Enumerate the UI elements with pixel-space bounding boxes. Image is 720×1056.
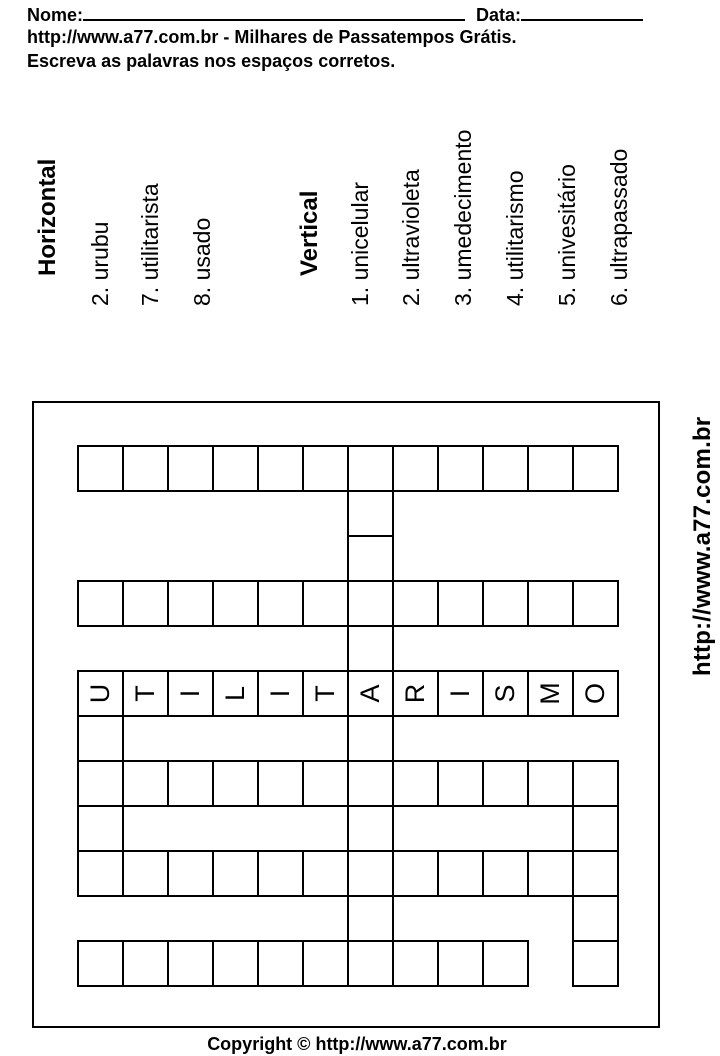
crossword-cell[interactable] [437, 760, 484, 807]
crossword-cell[interactable] [572, 805, 619, 852]
crossword-cell[interactable] [302, 580, 349, 627]
crossword-cell[interactable] [167, 670, 214, 717]
crossword-cell[interactable] [347, 940, 394, 987]
vertical-clue: 4. utilitarismo [502, 170, 528, 306]
cell-letter: I [445, 689, 475, 698]
crossword-cell[interactable] [212, 760, 259, 807]
crossword-cell[interactable] [167, 760, 214, 807]
crossword-cell[interactable] [482, 850, 529, 897]
crossword-cell[interactable] [527, 580, 574, 627]
crossword-cell[interactable] [572, 940, 619, 987]
instruction-text: Escreva as palavras nos espaços corretos. [27, 51, 396, 71]
crossword-cell[interactable] [122, 670, 169, 717]
crossword-cell[interactable] [392, 670, 439, 717]
crossword-cell[interactable] [347, 895, 394, 942]
date-label: Data: [476, 5, 522, 25]
vertical-clue: 5. univesitário [554, 164, 580, 306]
vertical-clue: 1. unicelular [347, 181, 373, 306]
crossword-cell[interactable] [77, 940, 124, 987]
crossword-cell[interactable] [77, 715, 124, 762]
crossword-cell[interactable] [527, 850, 574, 897]
horizontal-clue: 8. usado [189, 217, 215, 306]
copyright: Copyright © http://www.a77.com.br [207, 1034, 507, 1054]
crossword-cell[interactable] [437, 850, 484, 897]
crossword-cell[interactable] [122, 445, 169, 492]
crossword-cell[interactable] [122, 940, 169, 987]
cell-letter: A [355, 684, 385, 703]
crossword-cell[interactable] [257, 850, 304, 897]
cell-letter: S [490, 684, 520, 703]
crossword-cell[interactable] [257, 940, 304, 987]
crossword-cell[interactable] [527, 760, 574, 807]
crossword-cell[interactable] [482, 580, 529, 627]
cell-letter: M [535, 682, 565, 705]
cell-letter: I [175, 689, 205, 698]
crossword-cell[interactable] [167, 445, 214, 492]
crossword-cell[interactable] [302, 760, 349, 807]
crossword-cell[interactable] [527, 670, 574, 717]
crossword-cell[interactable] [437, 580, 484, 627]
vertical-clue: 3. umedecimento [450, 129, 476, 306]
side-url: http://www.a77.com.br [689, 416, 716, 676]
crossword-cell[interactable] [347, 670, 394, 717]
crossword-cell[interactable] [257, 760, 304, 807]
crossword-cell[interactable] [257, 670, 304, 717]
horizontal-clue: 2. urubu [87, 221, 113, 306]
crossword-cell[interactable] [347, 760, 394, 807]
crossword-cell[interactable] [347, 445, 394, 492]
crossword-cell[interactable] [122, 580, 169, 627]
crossword-cell[interactable] [392, 580, 439, 627]
crossword-cell[interactable] [482, 940, 529, 987]
crossword-cell[interactable] [77, 670, 124, 717]
crossword-cell[interactable] [572, 895, 619, 942]
crossword-cell[interactable] [167, 850, 214, 897]
crossword-cell[interactable] [302, 445, 349, 492]
horizontal-clue: 7. utilitarista [137, 183, 163, 306]
crossword-cell[interactable] [212, 850, 259, 897]
crossword-cell[interactable] [212, 670, 259, 717]
crossword-cell[interactable] [122, 850, 169, 897]
crossword-cell[interactable] [572, 445, 619, 492]
crossword-cell[interactable] [437, 940, 484, 987]
cell-letter: T [310, 685, 340, 702]
crossword-cell[interactable] [212, 940, 259, 987]
cell-letter: U [85, 683, 115, 704]
crossword-cell[interactable] [347, 535, 394, 582]
site-line: http://www.a77.com.br - Milhares de Passatempos Grátis. [27, 27, 517, 47]
cell-letter: T [130, 685, 160, 702]
crossword-cell[interactable] [257, 580, 304, 627]
crossword-cell[interactable] [167, 940, 214, 987]
crossword-cell[interactable] [347, 715, 394, 762]
crossword-cell[interactable] [347, 580, 394, 627]
crossword-cell[interactable] [527, 445, 574, 492]
horizontal-title: Horizontal [34, 158, 61, 276]
crossword-cell[interactable] [302, 940, 349, 987]
crossword-cell[interactable] [77, 445, 124, 492]
crossword-cell[interactable] [347, 625, 394, 672]
cell-letter: R [400, 683, 430, 704]
vertical-clue: 2. ultravioleta [398, 169, 424, 306]
crossword-cell[interactable] [572, 580, 619, 627]
crossword-cell[interactable] [257, 445, 304, 492]
crossword-cell[interactable] [167, 580, 214, 627]
crossword-cell[interactable] [212, 580, 259, 627]
crossword-cell[interactable] [347, 490, 394, 537]
crossword-cell[interactable] [572, 670, 619, 717]
crossword-cell[interactable] [572, 850, 619, 897]
crossword-cell[interactable] [212, 445, 259, 492]
vertical-title: Vertical [296, 190, 323, 276]
crossword-cell[interactable] [77, 850, 124, 897]
crossword-cell[interactable] [482, 760, 529, 807]
crossword-cell[interactable] [302, 850, 349, 897]
crossword-cell[interactable] [392, 445, 439, 492]
vertical-clue: 6. ultrapassado [606, 148, 632, 306]
cell-letter: I [265, 689, 295, 698]
crossword-cell[interactable] [77, 760, 124, 807]
crossword-cell[interactable] [347, 805, 394, 852]
crossword-cell[interactable] [437, 670, 484, 717]
crossword-cell[interactable] [302, 670, 349, 717]
crossword-cell[interactable] [572, 760, 619, 807]
name-label: Nome: [27, 5, 84, 25]
crossword-cell[interactable] [392, 850, 439, 897]
crossword-cell[interactable] [347, 850, 394, 897]
crossword-cell[interactable] [77, 805, 124, 852]
crossword-cell[interactable] [392, 940, 439, 987]
crossword-cell[interactable] [392, 760, 439, 807]
cell-letter: O [580, 683, 610, 705]
crossword-cell[interactable] [437, 445, 484, 492]
crossword-cell[interactable] [122, 760, 169, 807]
crossword-cell[interactable] [77, 580, 124, 627]
cell-letter: L [220, 685, 250, 702]
crossword-cell[interactable] [482, 670, 529, 717]
crossword-cell[interactable] [482, 445, 529, 492]
